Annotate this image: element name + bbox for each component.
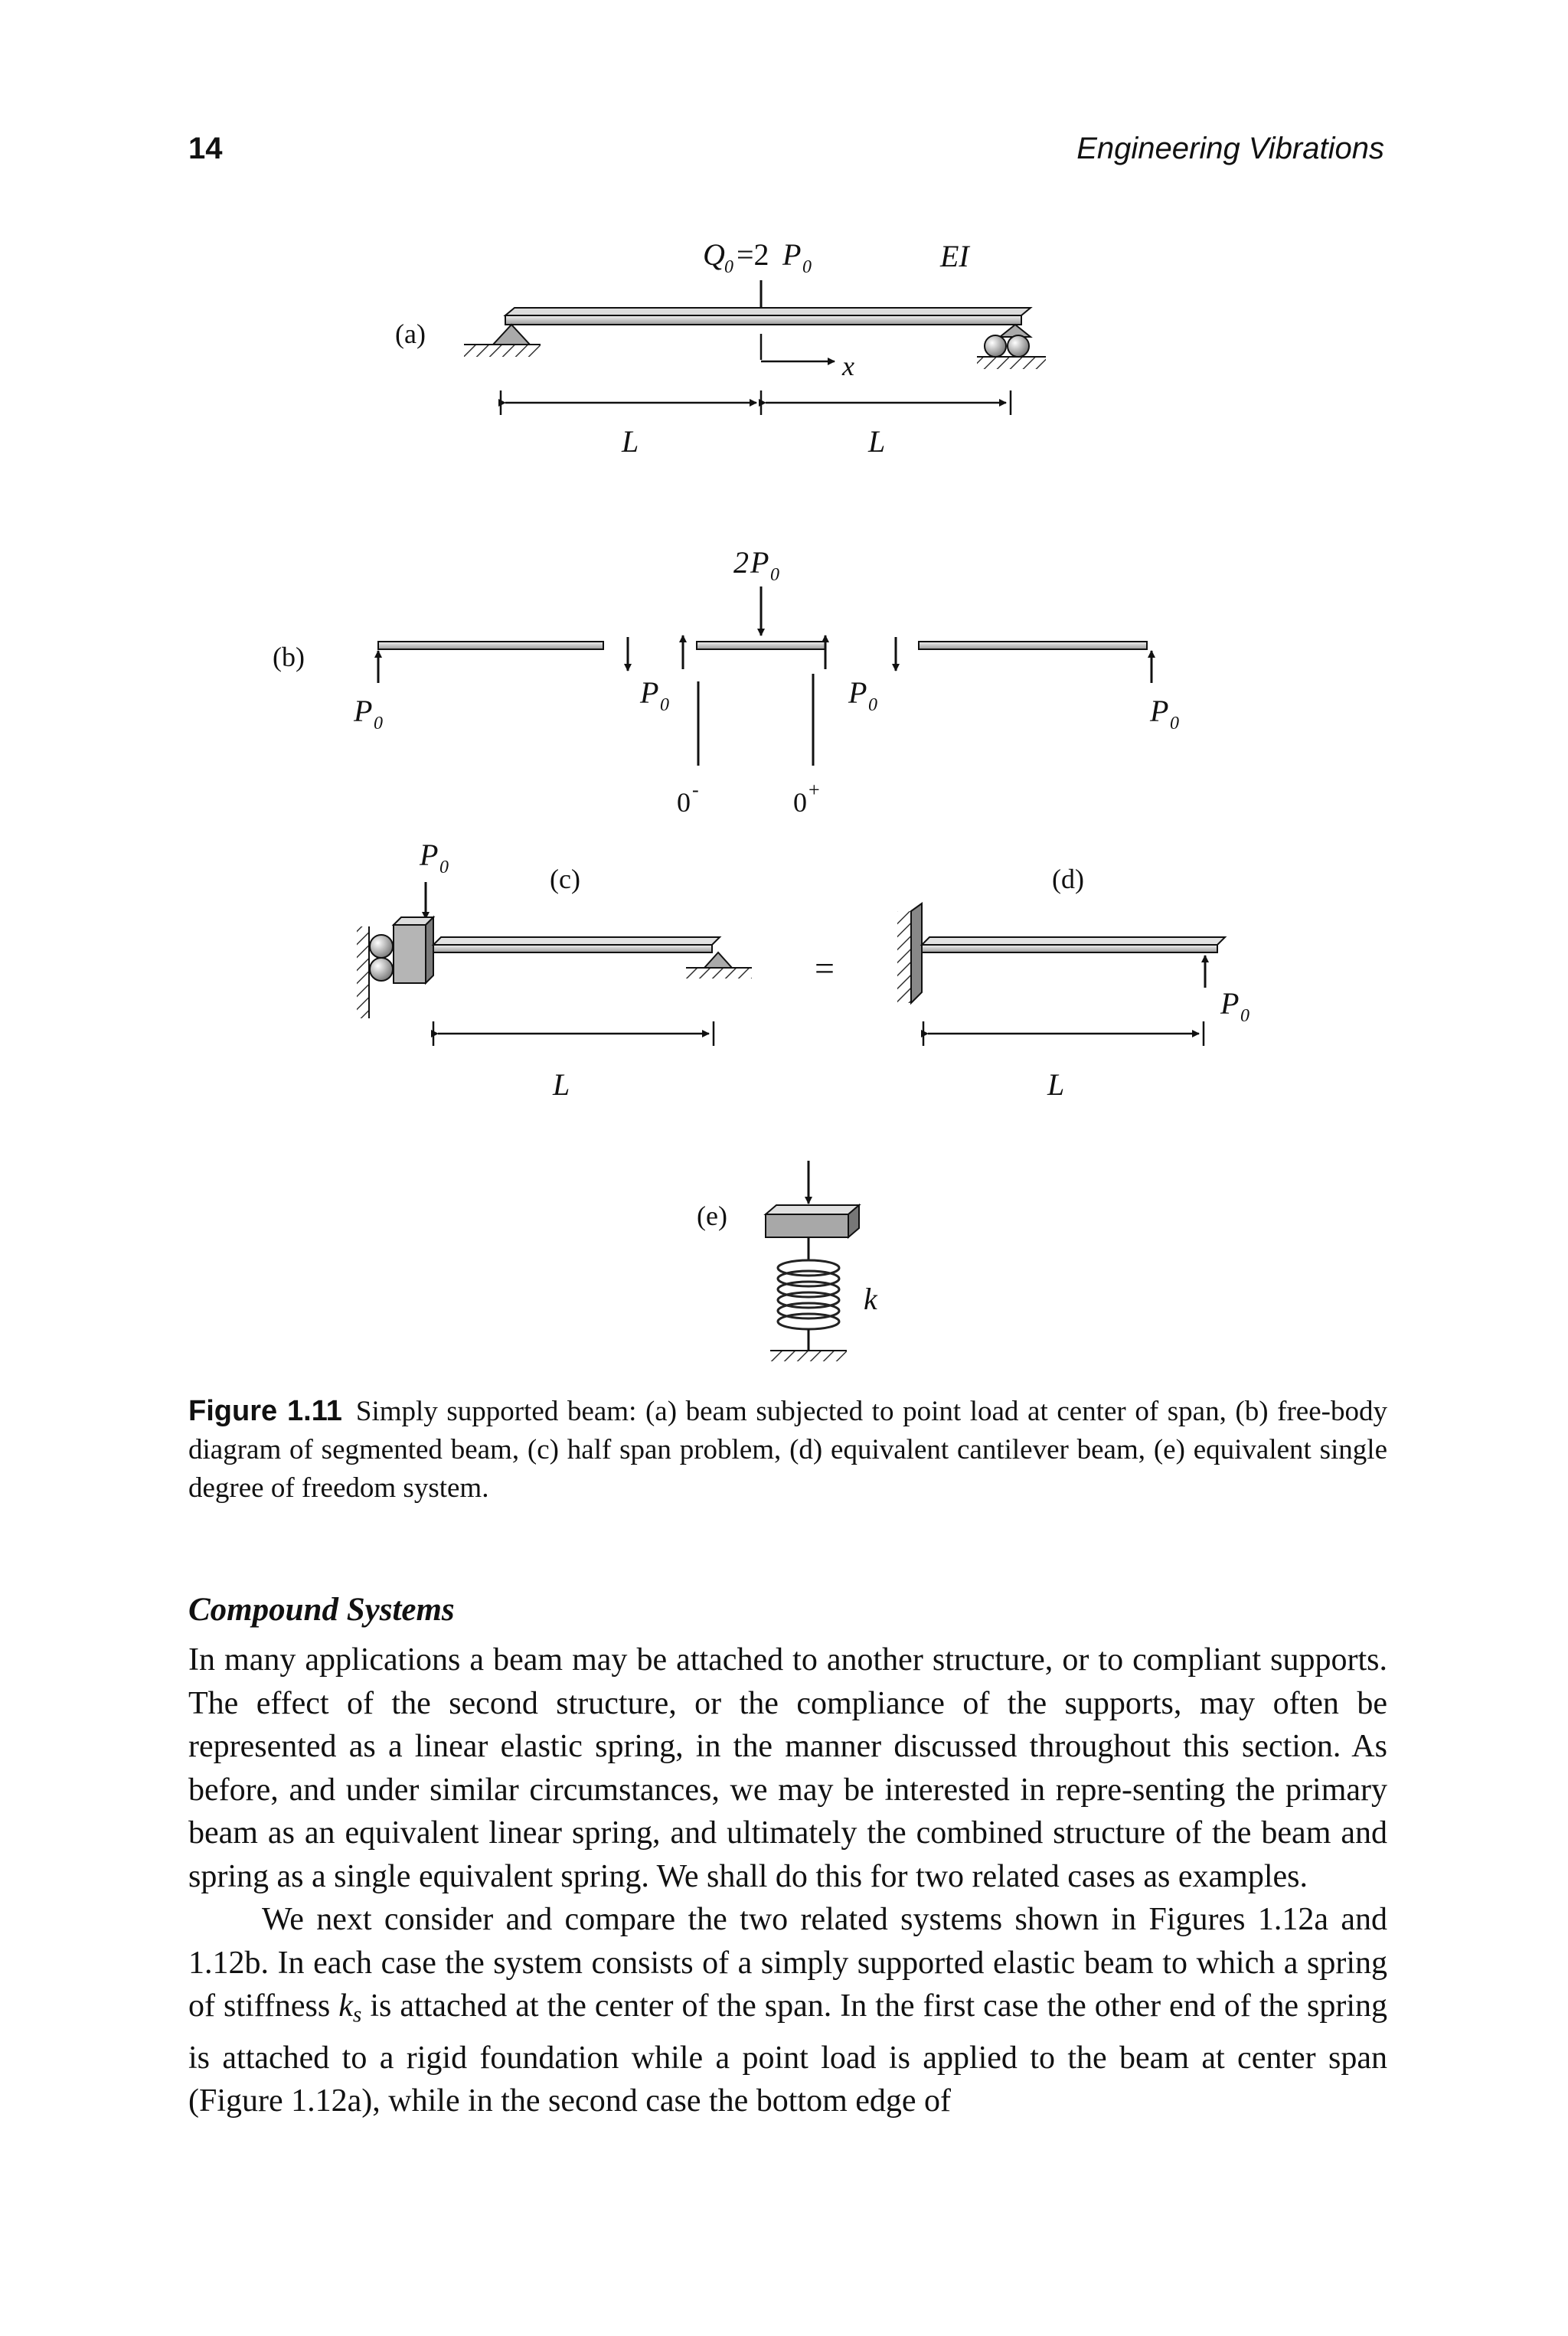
P-subscript: 0: [374, 714, 383, 733]
panel-c: [357, 838, 752, 1102]
x-label: x: [842, 351, 854, 381]
P-label: P: [750, 545, 769, 580]
stiffness-symbol: k: [338, 1988, 353, 2024]
panel-e-label: (e): [697, 1201, 727, 1231]
paragraph-2: We next consider and compare the two related systems shown in Figures 1.12a and 1.12b. In each case the system consists of a simply supported elastic beam to which a spring of stiffness $k_s$ is attached at the center of the span. In the first case the other end of the spring is attached to a rigid foundation while a point load is applied to the beam at center span (Figure 1.12a), while in the second case the bottom edge of: [188, 1902, 1387, 2119]
stiffness-subscript: s: [352, 2002, 362, 2027]
figure-diagram: [0, 222, 1568, 1386]
cantilever-beam: [922, 945, 1217, 952]
pin-support-icon: [493, 325, 530, 345]
panel-e: [697, 1161, 878, 1361]
load-P-symbol: P: [782, 237, 802, 272]
running-head: [188, 132, 1384, 178]
load-P-subscript: 0: [802, 257, 812, 277]
equals-sign: =: [815, 949, 835, 988]
mass-block: [766, 1214, 848, 1237]
load-Q-subscript: 0: [724, 257, 733, 277]
spring-icon: [778, 1260, 839, 1329]
minus-superscript: -: [692, 779, 699, 801]
beam-segment-right: [919, 642, 1147, 649]
running-title: Engineering Vibrations: [1076, 132, 1384, 165]
ground-hatch-icon: [686, 968, 752, 979]
fixed-wall-icon: [911, 903, 922, 1003]
beam-c: [433, 945, 712, 952]
ground-hatch-icon: [464, 345, 541, 357]
zero-plus-label: 0: [793, 787, 807, 818]
L-label: L: [868, 424, 886, 459]
ground-hatch-icon: [770, 1351, 847, 1361]
panel-c-label: (c): [550, 864, 580, 894]
beam-a-top: [505, 308, 1031, 315]
page-number: 14: [188, 132, 223, 165]
P-label: P: [354, 694, 373, 728]
figure-1-11: [0, 222, 1568, 1386]
P-label: P: [848, 675, 867, 710]
body-text: [188, 1638, 1387, 2123]
k-label: k: [864, 1282, 877, 1316]
beam-segment-middle: [697, 642, 825, 649]
sliding-block: [394, 925, 426, 983]
paragraph-1: In many applications a beam may be attached to another structure, or to compliant supports. The effect of the second structure, or the compliance of the supports, may often be represented as a linear elastic spring, in the manner discussed throughout this section. As before, and under similar circumstances, we may be interested in repre-senting the primary beam as an equivalent linear spring, and ultimately the combined structure of the beam and spring as a single equivalent spring. We shall do this for two related cases as examples.: [188, 1642, 1387, 1894]
panel-d-label: (d): [1052, 864, 1084, 894]
ground-hatch-icon: [977, 357, 1046, 369]
P-label: P: [1220, 986, 1240, 1021]
P-subscript: 0: [1240, 1006, 1250, 1026]
load-Q-symbol: Q: [703, 237, 725, 272]
panel-b-label: (b): [273, 642, 305, 672]
panel-a: [395, 237, 1046, 459]
caption-label: Figure 1.11: [188, 1395, 342, 1427]
P-label: P: [1150, 694, 1169, 728]
figure-caption: [188, 1392, 1387, 1508]
panel-d: [897, 864, 1250, 1102]
zero-minus-label: 0: [677, 787, 691, 818]
beam-segment-left: [378, 642, 603, 649]
section-heading: Compound Systems: [188, 1592, 455, 1628]
P-subscript: 0: [770, 565, 779, 585]
wall-hatch-icon: [897, 911, 911, 1003]
L-label: L: [1047, 1067, 1065, 1102]
load-equals-two: =2: [737, 237, 769, 272]
beam-a: [505, 315, 1021, 325]
EI-label: EI: [940, 239, 969, 273]
wall-hatch-icon: [357, 926, 369, 1018]
P-subscript: 0: [439, 858, 449, 877]
plus-superscript: +: [808, 779, 820, 801]
P-subscript: 0: [868, 695, 877, 715]
caption-text: Simply supported beam: (a) beam subjected to point load at center of span, (b) free-body diagram of segmented beam, (c) half span problem, (d) equivalent cantilever beam, (e) equivalent single degree of freedom system.: [188, 1396, 1387, 1504]
roller-icon: [370, 935, 393, 958]
panel-a-label: (a): [395, 319, 426, 349]
L-label: L: [622, 424, 639, 459]
pin-support-icon: [704, 952, 732, 968]
P-label: P: [640, 675, 659, 710]
P-label: P: [420, 838, 439, 872]
panel-b: [273, 545, 1179, 818]
P-subscript: 0: [660, 695, 669, 715]
P-subscript: 0: [1170, 714, 1179, 733]
roller-icon: [370, 958, 393, 981]
two-label: 2: [733, 545, 749, 580]
L-label: L: [553, 1067, 570, 1102]
